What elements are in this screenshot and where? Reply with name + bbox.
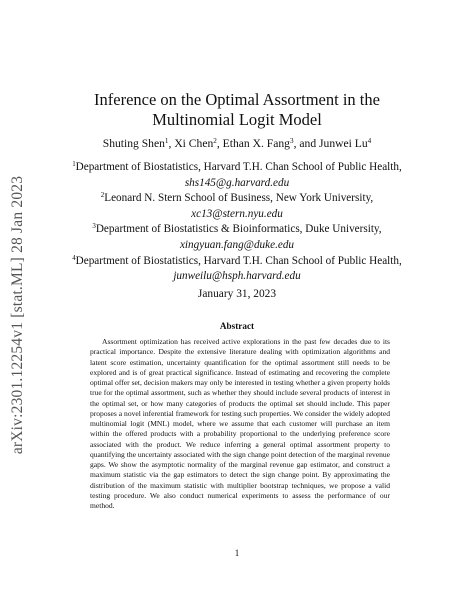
affiliation-mark: 2 <box>100 191 105 200</box>
author-mark: 2 <box>213 137 217 146</box>
affiliation-line <box>52 191 422 207</box>
affiliation-text: Department of Biostatistics, Harvard T.H. Chan School of Public Health, <box>75 254 402 267</box>
author-mark: 3 <box>289 137 294 146</box>
author-mark: 4 <box>367 137 372 146</box>
author-email: shs145@g.harvard.edu <box>184 176 290 189</box>
affiliation-mark: 4 <box>72 253 76 262</box>
publication-date: January 31, 2023 <box>197 288 277 300</box>
author-email: xingyuan.fang@duke.edu <box>179 238 295 251</box>
abstract-heading: Abstract <box>219 321 255 331</box>
affiliation-line <box>52 222 422 238</box>
author-email: junweilu@hsph.harvard.edu <box>173 270 301 283</box>
author-name: Junwei Lu <box>319 137 368 150</box>
author-list: Shuting Shen$^1$, Xi Chen$^2$, Ethan X. Fang$^3$, and Junwei Lu$^4$ <box>102 137 372 150</box>
affiliation-mark: 3 <box>92 222 96 231</box>
paper-title <box>62 90 412 130</box>
author-email: xc13@stern.nyu.edu <box>191 207 283 220</box>
abstract-paragraph: Assortment optimization has received active explorations in the past few decades due to its practical importance. Despite the extensive literature dealing with optimization algorithms and latent score estimation, uncertainty quantification for the optimal assortment still needs to be explored and is of great practical significance. Instead of estimating and recovering the complete optimal offer set, decision makers may only be interested in testing whether a given property holds true for the optimal assortment, such as whether they should include several products of interest in the optimal set, or how many categories of products the optimal set should include. This paper proposes a novel inferential framework for testing such properties. We consider the widely adopted multinomial logit (MNL) model, where we assume that each customer will purchase an item within the offered products with a probability proportional to the underlying preference score associated with the product. We reduce inferring a general optimal assortment property to quantifying the uncertainty associated with the sign change point detection of the marginal revenue gaps. We show the asymptotic normality of the marginal revenue gap estimator, and construct a maximum statistic via the gap estimators to detect the sign change point. By approximating the distribution of the maximum statistic with multiplier bootstrap techniques, we propose a valid testing procedure. We also conduct numerical experiments to assess the performance of our method. <box>90 337 390 510</box>
affiliation-text: Department of Biostatistics & Bioinformatics, Duke University, <box>95 223 382 236</box>
affiliation-line <box>52 160 422 176</box>
affiliation-list <box>52 160 422 285</box>
affiliation-text: Leonard N. Stern School of Business, New York University, <box>104 192 374 205</box>
arxiv-identifier-text: arXiv:2301.12254v1 [stat.ML] 28 Jan 2023 <box>9 175 27 455</box>
affiliation-line <box>52 254 422 270</box>
author-conjunction: and <box>299 137 317 150</box>
page-number: 1 <box>234 548 240 558</box>
affiliation-text: Department of Biostatistics, Harvard T.H. Chan School of Public Health, <box>75 161 402 173</box>
author-name: Xi Chen <box>174 137 214 150</box>
author-name: Shuting Shen <box>102 137 165 150</box>
arxiv-identifier-stamp <box>6 145 30 485</box>
author-name: Ethan X. Fang <box>222 137 290 150</box>
author-mark: 1 <box>164 137 169 146</box>
title-line-2: Multinomial Logit Model <box>152 110 322 129</box>
title-line-1: Inference on the Optimal Assortment in the <box>94 90 380 109</box>
affiliation-mark: 1 <box>72 160 76 169</box>
